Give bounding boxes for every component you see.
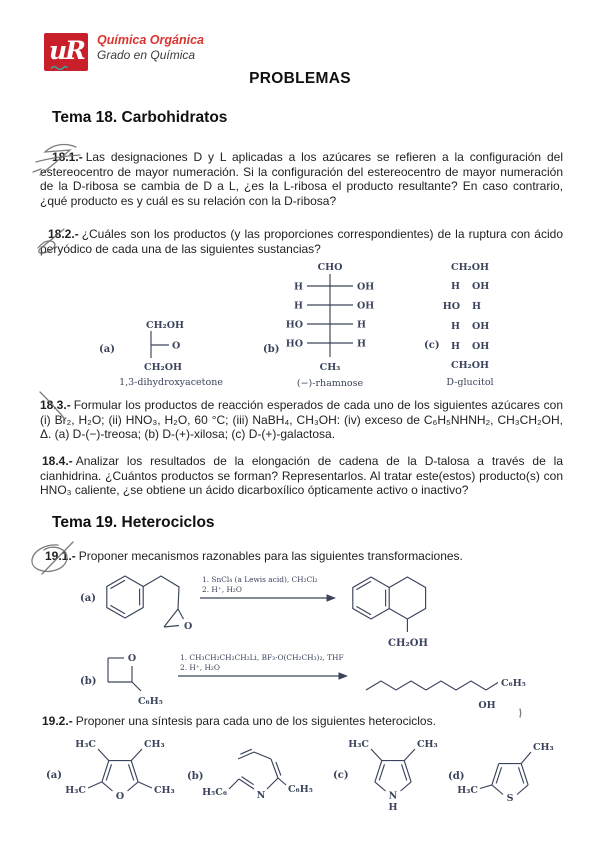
heterocycle-c-nitrogen: N [388, 790, 398, 802]
heterocycle-a-methyl: CH₃ [154, 785, 175, 796]
reaction-b-label: (b) [80, 676, 97, 687]
fischer-c-bottom: CH₂OH [451, 360, 489, 371]
fischer-c-row-label: H [451, 321, 460, 332]
reaction-b-reagent-2: 2. H⁺, H₂O [180, 663, 220, 672]
fischer-b-row-label: OH [357, 281, 375, 293]
heterocycle-c-nh: H [388, 802, 398, 813]
handwritten-tick-right-margin [520, 709, 521, 717]
heterocycle-b-label: (b) [187, 771, 204, 782]
header-course: Química Orgánica [97, 33, 204, 47]
problem-18-4-number: 18.4.- [42, 454, 73, 468]
reaction-a-label: (a) [80, 593, 96, 604]
problem-19-1-text: Proponer mecanismos razonables para las siguientes transformaciones. [78, 549, 463, 563]
fischer-c-row-label: H [451, 281, 460, 292]
fischer-b-row-label: H [357, 319, 366, 331]
fischer-b-row-label: H [294, 281, 303, 293]
handwritten-stroke-18-3 [40, 392, 65, 420]
reaction-b-reagent-1: 1. CH₃CH₂CH₂CH₂Li, BF₃·O(CH₂CH₃)₂, THF [180, 653, 344, 662]
heterocycle-a-methyl: CH₃ [144, 739, 165, 750]
problem-18-1-number: 18.1.- [52, 150, 83, 164]
reaction-b-ring-oxygen: O [127, 653, 137, 664]
fischer-a-top: CH₂OH [146, 320, 184, 331]
heterocycle-a-label: (a) [46, 770, 62, 781]
figure-b-label: (b) [263, 344, 280, 355]
problem-19-2-number: 19.2.- [42, 714, 73, 728]
page-title: PROBLEMAS [249, 70, 351, 87]
heterocycle-d-methyl: H₃C [457, 785, 478, 796]
section-heading-tema19: Tema 19. Heterociclos [52, 514, 215, 531]
problem-18-4-text: Analizar los resultados de la elongación de cadena de la D-talosa a través de la cianhidrina. ¿Cuántos productos se forman? Representarlos. Al tratar este(estos) producto(s) con HNO₃ caliente, ¿se obtiene un ácido dicarboxílico ópticamente activo o inactivo? [40, 454, 563, 498]
fischer-c-row-label: OH [472, 281, 490, 292]
fischer-c-row-label: HO [442, 301, 460, 312]
problem-18-3-text: Formular los productos de reacción esperados de cada uno de los siguientes azúcares con (i) Br₂, H₂O; (ii) HNO₃, H₂O, 60 °C; (iii) NaBH₄, CH₃OH: (iv) exceso de C₆H₅NHNH₂, CH₃CH₂OH, Δ. (a) D-(−)-treosa; (b) D-(+)-xilosa; (c) D-(+)-galactosa. [40, 398, 563, 442]
handwritten-loop-18-2 [38, 229, 64, 253]
header-degree: Grado en Química [97, 48, 196, 62]
figure-c-label: (c) [424, 340, 440, 351]
fischer-b-top: CHO [317, 262, 343, 273]
fischer-a-bottom: CH₂OH [144, 362, 182, 373]
heterocycle-c-methyl: H₃C [348, 739, 369, 750]
figure-a-label: (a) [99, 344, 115, 355]
heterocycle-a-methyl: H₃C [65, 785, 86, 796]
reaction-b-product-oh: OH [478, 700, 496, 711]
heterocycle-c-label: (c) [333, 770, 349, 781]
heterocycle-c-methyl: CH₃ [417, 739, 438, 750]
fischer-c-top: CH₂OH [451, 262, 489, 273]
reaction-a-reagent-1: 1. SnCl₄ (a Lewis acid), CH₂Cl₂ [202, 575, 318, 584]
heterocycle-d-label: (d) [448, 771, 465, 782]
reaction-b-product-phenyl: C₆H₅ [501, 678, 526, 689]
fischer-b-bottom: CH₃ [319, 362, 341, 373]
heterocycle-b-left-phenyl: H₅C₆ [202, 787, 227, 798]
fischer-b-row-label: H [357, 338, 366, 350]
heterocycle-d-sulfur: S [506, 793, 514, 804]
fischer-b-row-label: H [294, 300, 303, 312]
heterocycle-a-oxygen: O [115, 791, 125, 802]
problem-18-2-text: ¿Cuáles son los productos (y las proporciones correspondientes) de la ruptura con ácido peryódico de cada una de las siguientes sustancias? [40, 227, 563, 256]
problem-19-1-number: 19.1.- [45, 549, 76, 563]
fischer-b-row-label: HO [285, 319, 303, 331]
reaction-a-epoxide-oxygen: O [184, 621, 193, 632]
problem-18-1-text: Las designaciones D y L aplicadas a los azúcares se refieren a la configuración del estereocentro de mayor numeración. Si la configuración del estereocentro de mayor numeración de la D-ribosa se cambia de D a L, ¿es la L-ribosa el producto resultante? En caso contrario, ¿qué producto es y cuál es su relación con la D-ribosa? [40, 150, 563, 208]
handwritten-dash-margin [33, 169, 41, 172]
handwritten-circle-19-1 [32, 545, 67, 571]
heterocycle-a-methyl: H₃C [75, 739, 96, 750]
problem-18-3-number: 18.3.- [40, 398, 71, 412]
logo-glyph: uR [49, 36, 84, 65]
reaction-b-phenyl: C₆H₅ [138, 696, 163, 707]
reaction-a-reagent-2: 2. H⁺, H₂O [202, 585, 242, 594]
reaction-a-product-group: CH₂OH [388, 638, 428, 649]
fischer-c-row-label: H [472, 301, 481, 312]
fischer-c-caption: D-glucitol [446, 377, 494, 388]
fischer-c-row-label: H [451, 341, 460, 352]
fischer-b-row-label: OH [357, 300, 375, 312]
fischer-c-row-label: OH [472, 321, 490, 332]
fischer-a-caption: 1,3-dihydroxyacetone [119, 377, 223, 388]
heterocycle-b-nitrogen: N [256, 790, 266, 801]
heterocycle-d-methyl: CH₃ [533, 742, 554, 753]
section-heading-tema18: Tema 18. Carbohidratos [52, 109, 228, 126]
problem-18-2-number: 18.2.- [48, 227, 79, 241]
fischer-b-caption: (−)-rhamnose [296, 378, 364, 389]
fischer-c-row-label: OH [472, 341, 490, 352]
problem-19-2-text: Proponer una síntesis para cada uno de los siguientes heterociclos. [75, 714, 436, 728]
fischer-a-oxygen: O [172, 340, 181, 352]
heterocycle-b-right-phenyl: C₆H₅ [288, 784, 313, 795]
fischer-b-row-label: HO [285, 338, 303, 350]
